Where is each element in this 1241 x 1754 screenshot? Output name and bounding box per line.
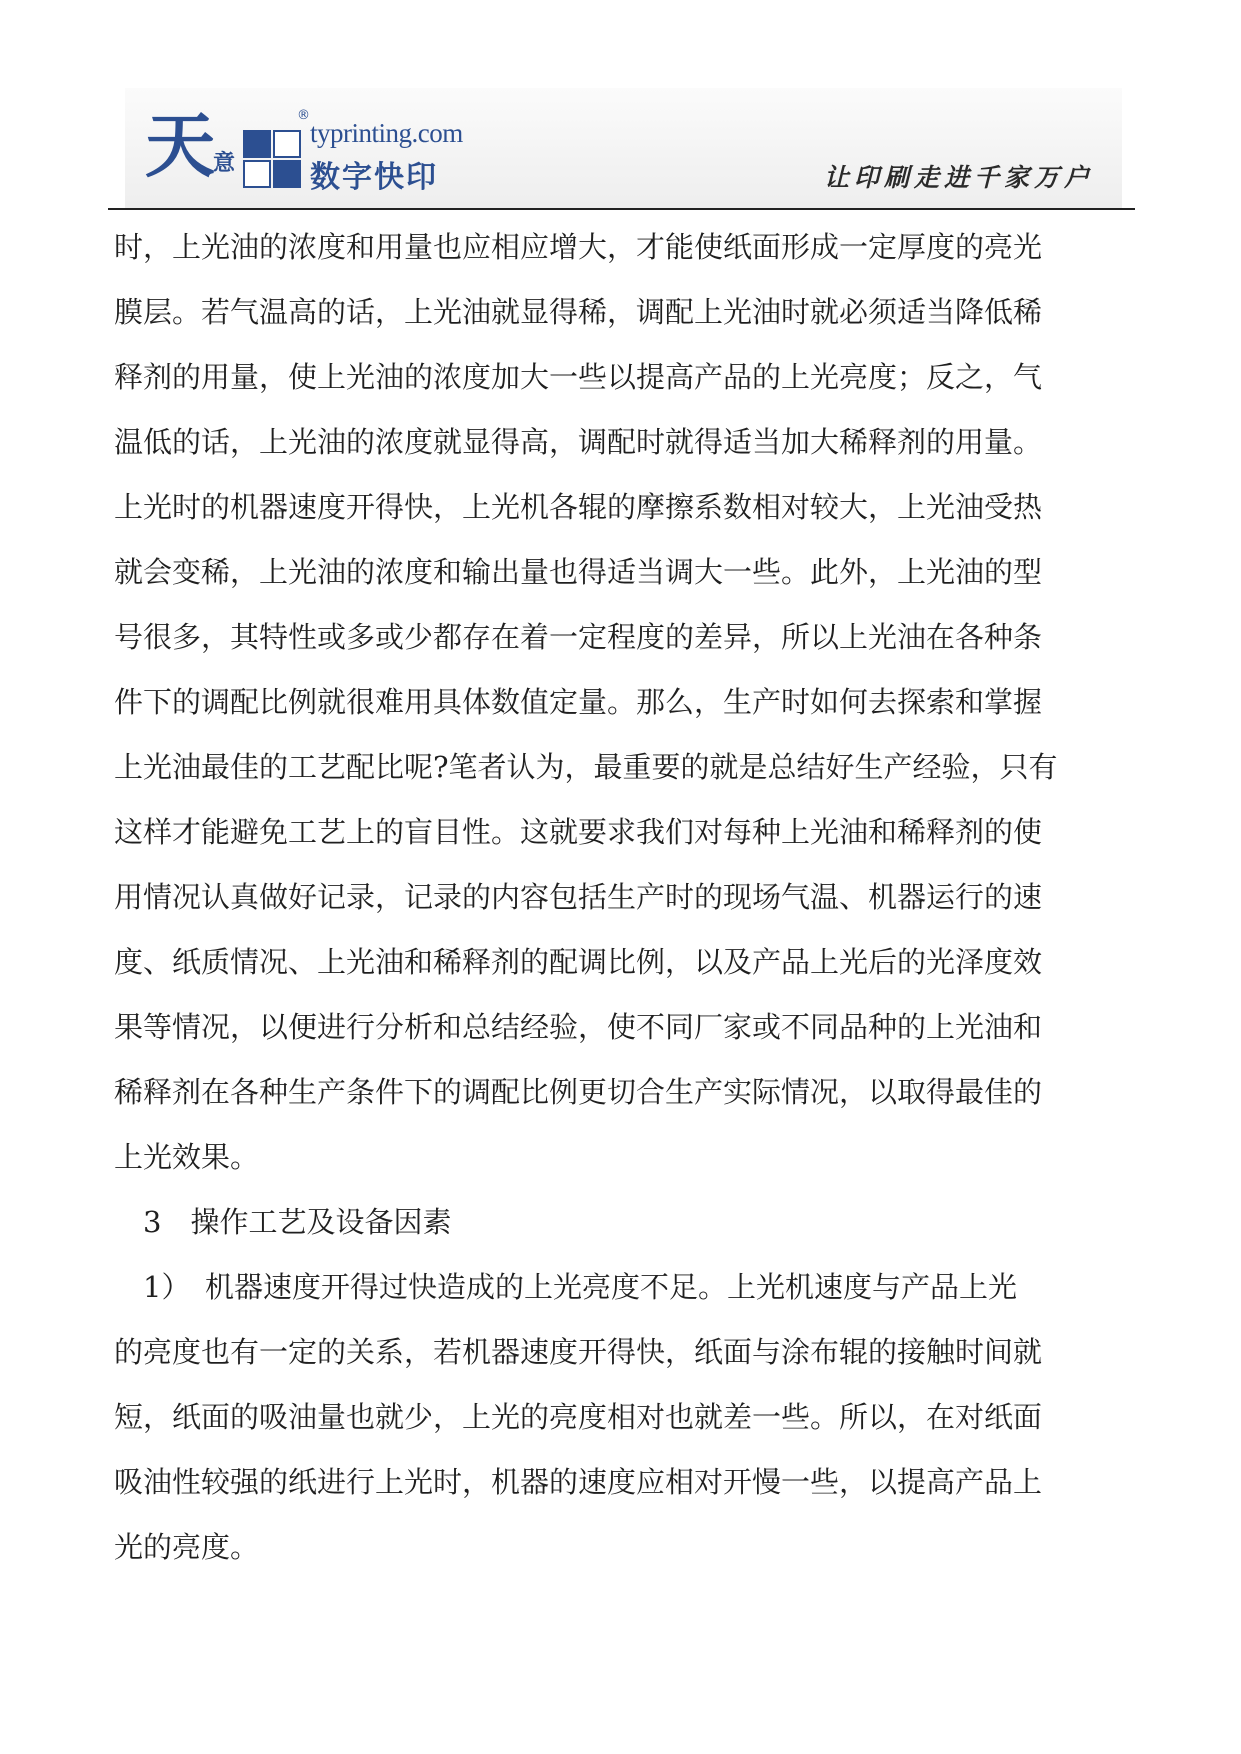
text-line: 果等情况，以便进行分析和总结经验，使不同厂家或不同品种的上光油和 (114, 1010, 1043, 1044)
text-line: 上光效果。 (114, 1140, 260, 1174)
header-divider (108, 208, 1135, 210)
registered-mark: ® (297, 108, 310, 123)
logo-brand-name: 数字快印 (310, 160, 438, 195)
text-line: 件下的调配比例就很难用具体数值定量。那么，生产时如何去探索和掌握 (114, 685, 1043, 719)
logo-mark: 天 (145, 105, 215, 187)
header-banner (125, 88, 1122, 208)
text-line: 就会变稀，上光油的浓度和输出量也得适当调大一些。此外，上光油的型 (114, 555, 1043, 589)
text-line: 度、纸质情况、上光油和稀释剂的配调比例，以及产品上光后的光泽度效 (114, 945, 1043, 979)
text-line: 膜层。若气温高的话，上光油就显得稀，调配上光油时就必须适当降低稀 (114, 295, 1043, 329)
section-heading: 3 操作工艺及设备因素 (114, 1205, 452, 1239)
text-line: 短，纸面的吸油量也就少，上光的亮度相对也就差一些。所以，在对纸面 (114, 1400, 1043, 1434)
logo-checker-icon (243, 130, 301, 188)
text-line: 的亮度也有一定的关系，若机器速度开得快，纸面与涂布辊的接触时间就 (114, 1335, 1043, 1369)
text-line: 温低的话，上光油的浓度就显得高，调配时就得适当加大稀释剂的用量。 (114, 425, 1043, 459)
text-line: 上光油最佳的工艺配比呢?笔者认为，最重要的就是总结好生产经验，只有 (114, 750, 1058, 784)
text-line: 1） 机器速度开得过快造成的上光亮度不足。上光机速度与产品上光 (114, 1270, 1017, 1304)
text-line: 这样才能避免工艺上的盲目性。这就要求我们对每种上光油和稀释剂的使 (114, 815, 1043, 849)
text-line: 释剂的用量，使上光油的浓度加大一些以提高产品的上光亮度；反之，气 (114, 360, 1043, 394)
logo-url: typrinting.com (310, 118, 463, 148)
logo-mark-small: 意 (213, 151, 236, 176)
text-line: 用情况认真做好记录，记录的内容包括生产时的现场气温、机器运行的速 (114, 880, 1043, 914)
header-slogan: 让印刷走进千家万户 (823, 163, 1094, 192)
text-line: 号很多，其特性或多或少都存在着一定程度的差异，所以上光油在各种条 (114, 620, 1043, 654)
text-line: 上光时的机器速度开得快，上光机各辊的摩擦系数相对较大，上光油受热 (114, 490, 1043, 524)
text-line: 时，上光油的浓度和用量也应相应增大，才能使纸面形成一定厚度的亮光 (114, 230, 1043, 264)
text-line: 吸油性较强的纸进行上光时，机器的速度应相对开慢一些，以提高产品上 (114, 1465, 1043, 1499)
text-line: 光的亮度。 (114, 1530, 260, 1564)
text-line: 稀释剂在各种生产条件下的调配比例更切合生产实际情况，以取得最佳的 (114, 1075, 1043, 1109)
